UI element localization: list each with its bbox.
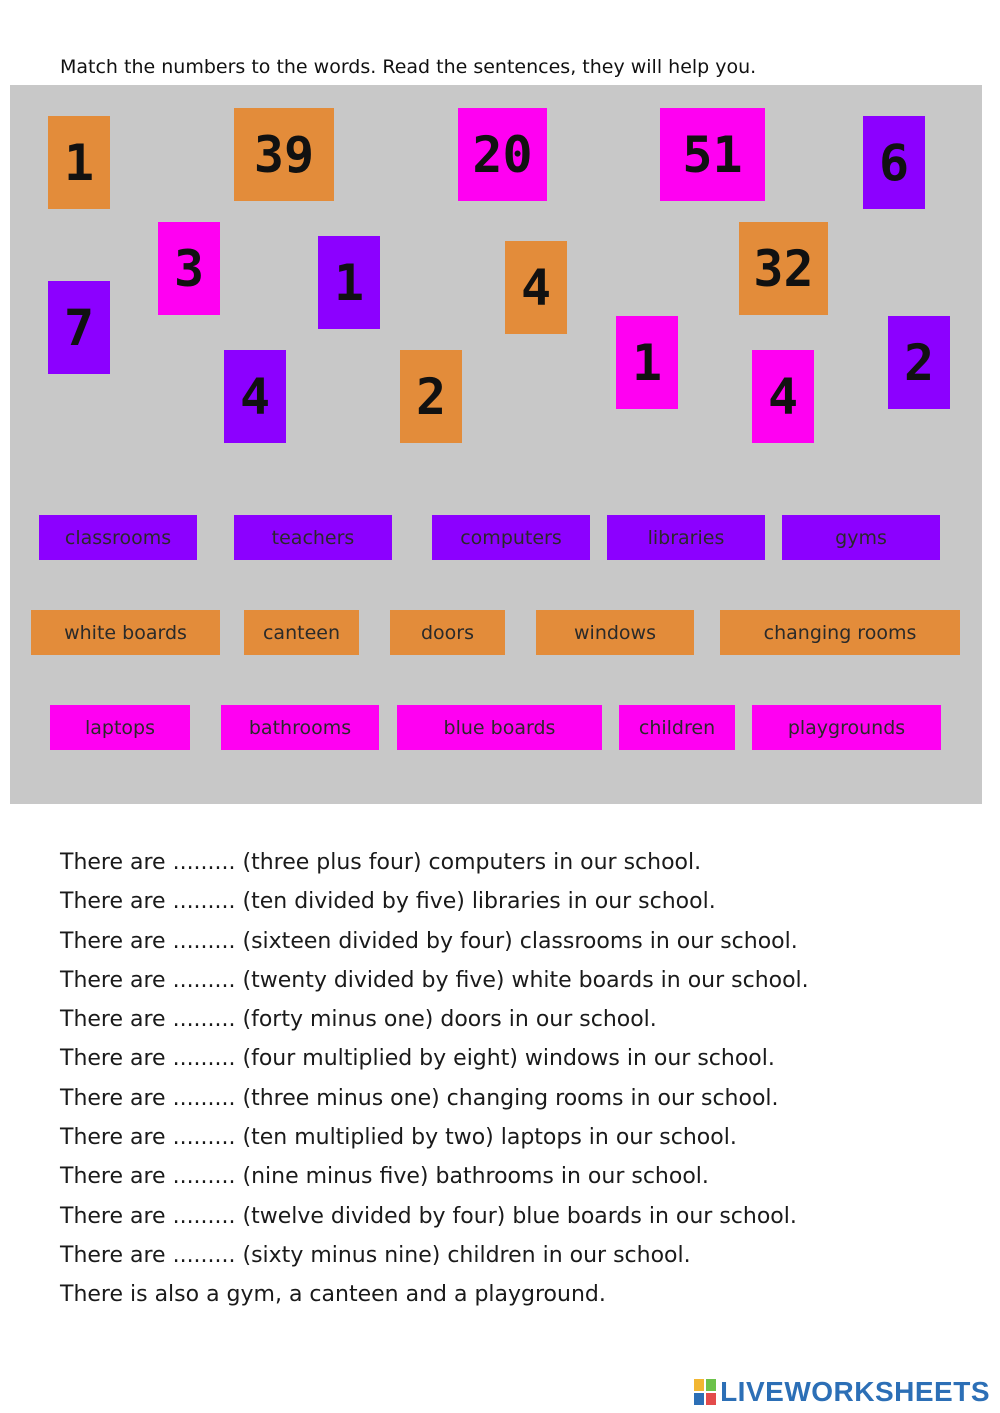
- number-tile[interactable]: 39: [234, 108, 334, 201]
- number-tile[interactable]: 4: [505, 241, 567, 334]
- sentence-list: [60, 843, 809, 1315]
- number-tile[interactable]: 2: [888, 316, 950, 409]
- number-tile[interactable]: 1: [616, 316, 678, 409]
- logo-text: LIVEWORKSHEETS: [720, 1376, 990, 1407]
- sentence: There are ......... (sixty minus nine) children in our school.: [60, 1242, 691, 1268]
- word-tile[interactable]: doors: [390, 610, 505, 655]
- number-tile[interactable]: 32: [739, 222, 828, 315]
- sentence: There are ......... (ten divided by five) libraries in our school.: [60, 889, 716, 915]
- number-tile[interactable]: 6: [863, 116, 925, 209]
- word-tile[interactable]: libraries: [607, 515, 765, 560]
- word-tile[interactable]: windows: [536, 610, 694, 655]
- word-tile[interactable]: changing rooms: [720, 610, 960, 655]
- word-tile[interactable]: bathrooms: [221, 705, 379, 750]
- number-tile[interactable]: 51: [660, 108, 765, 201]
- number-tile[interactable]: 7: [48, 281, 110, 374]
- word-tile[interactable]: computers: [432, 515, 590, 560]
- sentence: There are ......... (four multiplied by eight) windows in our school.: [60, 1046, 775, 1072]
- sentence: There are ......... (three plus four) computers in our school.: [60, 850, 702, 875]
- word-tile[interactable]: teachers: [234, 515, 392, 560]
- sentence: There are ......... (twenty divided by five) white boards in our school.: [60, 967, 809, 993]
- sentence: There are ......... (nine minus five) bathrooms in our school.: [60, 1164, 709, 1190]
- number-tile[interactable]: 1: [48, 116, 110, 209]
- word-tile[interactable]: canteen: [244, 610, 359, 655]
- word-tile[interactable]: blue boards: [397, 705, 602, 750]
- word-tile[interactable]: children: [619, 705, 735, 750]
- drag-board: [10, 85, 982, 804]
- sentence: There are ......... (forty minus one) doors in our school.: [60, 1007, 657, 1033]
- word-tile[interactable]: playgrounds: [752, 705, 941, 750]
- number-tile[interactable]: 1: [318, 236, 380, 329]
- sentence: There is also a gym, a canteen and a playground.: [60, 1282, 606, 1308]
- logo-icon: [694, 1379, 716, 1405]
- sentence: There are ......... (ten multiplied by two) laptops in our school.: [60, 1125, 737, 1151]
- sentence: There are ......... (sixteen divided by four) classrooms in our school.: [60, 928, 798, 954]
- number-tile[interactable]: 4: [224, 350, 286, 443]
- liveworksheets-logo: [694, 1376, 990, 1408]
- number-tile[interactable]: 2: [400, 350, 462, 443]
- sentence: There are ......... (twelve divided by four) blue boards in our school.: [60, 1203, 797, 1229]
- sentence: There are ......... (three minus one) changing rooms in our school.: [60, 1085, 779, 1111]
- instruction-text: Match the numbers to the words. Read the sentences, they will help you.: [60, 56, 757, 78]
- number-tile[interactable]: 4: [752, 350, 814, 443]
- word-tile[interactable]: classrooms: [39, 515, 197, 560]
- number-tile[interactable]: 3: [158, 222, 220, 315]
- word-tile[interactable]: gyms: [782, 515, 940, 560]
- word-tile[interactable]: laptops: [50, 705, 190, 750]
- number-tile[interactable]: 20: [458, 108, 547, 201]
- word-tile[interactable]: white boards: [31, 610, 220, 655]
